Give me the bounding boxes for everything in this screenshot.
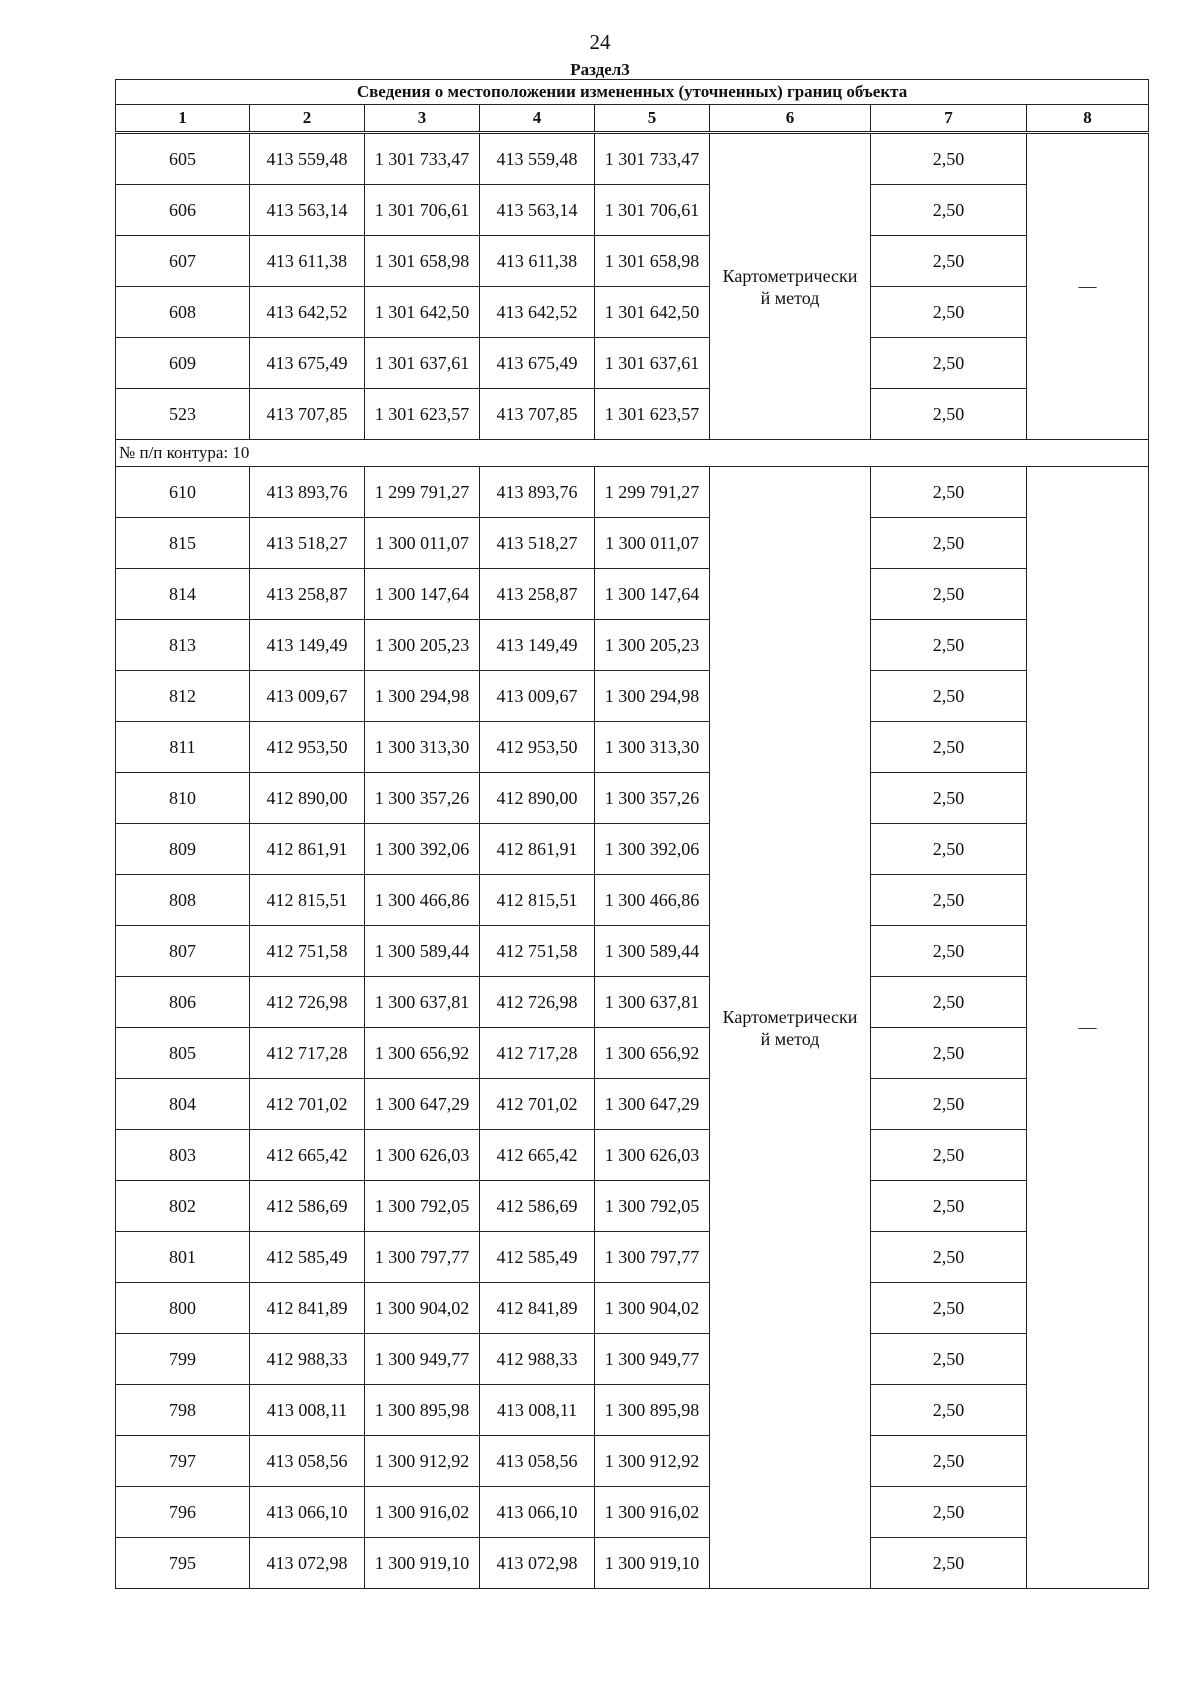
accuracy: 2,50 [871, 1385, 1027, 1436]
table-row [116, 338, 1149, 389]
x-new: 412 953,50 [480, 722, 595, 773]
y-new: 1 301 623,57 [595, 389, 710, 440]
x-existing: 413 675,49 [250, 338, 365, 389]
x-new: 413 072,98 [480, 1538, 595, 1589]
y-new: 1 300 912,92 [595, 1436, 710, 1487]
table-row [116, 389, 1149, 440]
table-row [116, 569, 1149, 620]
accuracy: 2,50 [871, 236, 1027, 287]
y-existing: 1 300 647,29 [365, 1079, 480, 1130]
accuracy: 2,50 [871, 338, 1027, 389]
x-existing: 413 642,52 [250, 287, 365, 338]
x-existing: 412 586,69 [250, 1181, 365, 1232]
y-new: 1 300 919,10 [595, 1538, 710, 1589]
x-existing: 412 861,91 [250, 824, 365, 875]
point-number: 523 [116, 389, 250, 440]
table-row [116, 620, 1149, 671]
table-row [116, 1283, 1149, 1334]
x-existing: 412 701,02 [250, 1079, 365, 1130]
accuracy: 2,50 [871, 133, 1027, 185]
table-row [116, 185, 1149, 236]
accuracy: 2,50 [871, 977, 1027, 1028]
y-new: 1 300 904,02 [595, 1283, 710, 1334]
table-row [116, 1130, 1149, 1181]
y-existing: 1 300 656,92 [365, 1028, 480, 1079]
accuracy: 2,50 [871, 722, 1027, 773]
y-new: 1 301 733,47 [595, 133, 710, 185]
y-existing: 1 300 792,05 [365, 1181, 480, 1232]
point-number: 607 [116, 236, 250, 287]
table-row [116, 773, 1149, 824]
x-existing: 412 751,58 [250, 926, 365, 977]
y-new: 1 300 147,64 [595, 569, 710, 620]
y-existing: 1 301 642,50 [365, 287, 480, 338]
y-existing: 1 301 658,98 [365, 236, 480, 287]
table-row [116, 1538, 1149, 1589]
column-header-7: 7 [871, 105, 1027, 133]
x-existing: 413 611,38 [250, 236, 365, 287]
x-existing: 413 518,27 [250, 518, 365, 569]
table-row [116, 671, 1149, 722]
y-new: 1 300 392,06 [595, 824, 710, 875]
y-new: 1 300 205,23 [595, 620, 710, 671]
accuracy: 2,50 [871, 389, 1027, 440]
y-new: 1 301 658,98 [595, 236, 710, 287]
y-new: 1 300 313,30 [595, 722, 710, 773]
y-new: 1 300 466,86 [595, 875, 710, 926]
x-existing: 413 258,87 [250, 569, 365, 620]
x-existing: 413 707,85 [250, 389, 365, 440]
y-existing: 1 300 205,23 [365, 620, 480, 671]
y-existing: 1 301 637,61 [365, 338, 480, 389]
accuracy: 2,50 [871, 185, 1027, 236]
table-row [116, 1232, 1149, 1283]
x-new: 412 665,42 [480, 1130, 595, 1181]
table-row [116, 977, 1149, 1028]
x-new: 413 149,49 [480, 620, 595, 671]
accuracy: 2,50 [871, 1232, 1027, 1283]
x-existing: 413 072,98 [250, 1538, 365, 1589]
x-existing: 413 008,11 [250, 1385, 365, 1436]
table-row [116, 1181, 1149, 1232]
x-new: 413 008,11 [480, 1385, 595, 1436]
x-existing: 412 988,33 [250, 1334, 365, 1385]
point-number: 799 [116, 1334, 250, 1385]
y-existing: 1 300 626,03 [365, 1130, 480, 1181]
y-new: 1 300 589,44 [595, 926, 710, 977]
x-new: 413 563,14 [480, 185, 595, 236]
point-number: 609 [116, 338, 250, 389]
method-text-line2: й метод [760, 287, 820, 308]
x-existing: 412 726,98 [250, 977, 365, 1028]
table-row [116, 236, 1149, 287]
y-existing: 1 301 706,61 [365, 185, 480, 236]
y-existing: 1 300 904,02 [365, 1283, 480, 1334]
y-existing: 1 301 623,57 [365, 389, 480, 440]
accuracy: 2,50 [871, 518, 1027, 569]
column-header-8: 8 [1027, 105, 1149, 133]
table-row [116, 824, 1149, 875]
x-new: 413 611,38 [480, 236, 595, 287]
table-row [116, 1487, 1149, 1538]
point-number: 605 [116, 133, 250, 185]
x-new: 412 890,00 [480, 773, 595, 824]
y-existing: 1 300 294,98 [365, 671, 480, 722]
table-row [116, 1079, 1149, 1130]
accuracy: 2,50 [871, 1538, 1027, 1589]
point-number: 805 [116, 1028, 250, 1079]
accuracy: 2,50 [871, 1028, 1027, 1079]
x-new: 412 726,98 [480, 977, 595, 1028]
accuracy: 2,50 [871, 569, 1027, 620]
y-new: 1 300 792,05 [595, 1181, 710, 1232]
table-row [116, 133, 1149, 185]
point-number: 807 [116, 926, 250, 977]
point-number: 797 [116, 1436, 250, 1487]
accuracy: 2,50 [871, 875, 1027, 926]
method-text-line2: й метод [760, 1028, 820, 1049]
point-number: 610 [116, 467, 250, 518]
accuracy: 2,50 [871, 824, 1027, 875]
y-existing: 1 300 797,77 [365, 1232, 480, 1283]
table-body [116, 133, 1149, 1589]
column-header-3: 3 [365, 105, 480, 133]
x-new: 412 841,89 [480, 1283, 595, 1334]
method-text-line1: Картометрически [722, 1006, 858, 1027]
x-existing: 413 893,76 [250, 467, 365, 518]
section-label: Раздел3 [570, 60, 630, 79]
x-existing: 413 563,14 [250, 185, 365, 236]
x-existing: 413 009,67 [250, 671, 365, 722]
x-new: 413 642,52 [480, 287, 595, 338]
y-new: 1 300 647,29 [595, 1079, 710, 1130]
x-new: 413 066,10 [480, 1487, 595, 1538]
table-row [116, 1385, 1149, 1436]
accuracy: 2,50 [871, 620, 1027, 671]
x-new: 412 585,49 [480, 1232, 595, 1283]
y-new: 1 301 642,50 [595, 287, 710, 338]
contour-row [116, 440, 1149, 467]
point-number: 808 [116, 875, 250, 926]
point-number: 813 [116, 620, 250, 671]
y-existing: 1 300 589,44 [365, 926, 480, 977]
x-new: 413 675,49 [480, 338, 595, 389]
x-new: 413 258,87 [480, 569, 595, 620]
x-new: 412 861,91 [480, 824, 595, 875]
x-existing: 412 585,49 [250, 1232, 365, 1283]
accuracy: 2,50 [871, 926, 1027, 977]
point-number: 811 [116, 722, 250, 773]
column-header-6: 6 [710, 105, 871, 133]
y-existing: 1 300 895,98 [365, 1385, 480, 1436]
y-existing: 1 300 912,92 [365, 1436, 480, 1487]
accuracy: 2,50 [871, 1079, 1027, 1130]
accuracy: 2,50 [871, 1181, 1027, 1232]
accuracy: 2,50 [871, 1283, 1027, 1334]
point-number: 812 [116, 671, 250, 722]
table-row [116, 926, 1149, 977]
point-number: 804 [116, 1079, 250, 1130]
y-new: 1 301 637,61 [595, 338, 710, 389]
x-new: 412 717,28 [480, 1028, 595, 1079]
accuracy: 2,50 [871, 671, 1027, 722]
y-new: 1 300 357,26 [595, 773, 710, 824]
table-row [116, 1028, 1149, 1079]
x-new: 413 518,27 [480, 518, 595, 569]
point-number: 803 [116, 1130, 250, 1181]
page-number: 24 [589, 30, 611, 54]
column8-cell: — [1027, 133, 1149, 440]
x-new: 412 988,33 [480, 1334, 595, 1385]
contour-label: № п/п контура: 10 [116, 440, 1149, 467]
table-row [116, 1436, 1149, 1487]
y-existing: 1 301 733,47 [365, 133, 480, 185]
y-new: 1 300 626,03 [595, 1130, 710, 1181]
y-new: 1 300 949,77 [595, 1334, 710, 1385]
x-existing: 412 815,51 [250, 875, 365, 926]
y-existing: 1 300 466,86 [365, 875, 480, 926]
x-existing: 412 717,28 [250, 1028, 365, 1079]
y-new: 1 300 895,98 [595, 1385, 710, 1436]
y-new: 1 300 916,02 [595, 1487, 710, 1538]
method-cell [710, 467, 871, 1589]
table-row [116, 1334, 1149, 1385]
x-existing: 412 953,50 [250, 722, 365, 773]
x-new: 412 701,02 [480, 1079, 595, 1130]
x-new: 412 751,58 [480, 926, 595, 977]
accuracy: 2,50 [871, 773, 1027, 824]
y-new: 1 299 791,27 [595, 467, 710, 518]
x-existing: 413 149,49 [250, 620, 365, 671]
x-existing: 413 559,48 [250, 133, 365, 185]
x-new: 413 559,48 [480, 133, 595, 185]
point-number: 800 [116, 1283, 250, 1334]
y-existing: 1 299 791,27 [365, 467, 480, 518]
y-new: 1 300 011,07 [595, 518, 710, 569]
y-existing: 1 300 357,26 [365, 773, 480, 824]
x-existing: 412 665,42 [250, 1130, 365, 1181]
x-existing: 413 066,10 [250, 1487, 365, 1538]
column-header-1: 1 [116, 105, 250, 133]
column-header-row [116, 105, 1149, 133]
y-new: 1 300 797,77 [595, 1232, 710, 1283]
method-cell [710, 133, 871, 440]
y-new: 1 300 637,81 [595, 977, 710, 1028]
x-existing: 413 058,56 [250, 1436, 365, 1487]
point-number: 814 [116, 569, 250, 620]
method-text-line1: Картометрически [722, 265, 858, 286]
point-number: 806 [116, 977, 250, 1028]
x-new: 412 586,69 [480, 1181, 595, 1232]
accuracy: 2,50 [871, 287, 1027, 338]
point-number: 795 [116, 1538, 250, 1589]
accuracy: 2,50 [871, 1130, 1027, 1181]
x-new: 413 893,76 [480, 467, 595, 518]
y-new: 1 300 656,92 [595, 1028, 710, 1079]
x-existing: 412 841,89 [250, 1283, 365, 1334]
y-existing: 1 300 949,77 [365, 1334, 480, 1385]
table-row [116, 875, 1149, 926]
accuracy: 2,50 [871, 1487, 1027, 1538]
y-existing: 1 300 919,10 [365, 1538, 480, 1589]
point-number: 802 [116, 1181, 250, 1232]
x-existing: 412 890,00 [250, 773, 365, 824]
point-number: 810 [116, 773, 250, 824]
column-header-2: 2 [250, 105, 365, 133]
column-header-5: 5 [595, 105, 710, 133]
y-existing: 1 300 147,64 [365, 569, 480, 620]
y-existing: 1 300 392,06 [365, 824, 480, 875]
table-title: Сведения о местоположении измененных (уточненных) границ объекта [116, 80, 1149, 105]
x-new: 413 058,56 [480, 1436, 595, 1487]
x-new: 412 815,51 [480, 875, 595, 926]
column-header-4: 4 [480, 105, 595, 133]
point-number: 815 [116, 518, 250, 569]
y-existing: 1 300 916,02 [365, 1487, 480, 1538]
point-number: 796 [116, 1487, 250, 1538]
y-new: 1 300 294,98 [595, 671, 710, 722]
y-existing: 1 300 637,81 [365, 977, 480, 1028]
x-new: 413 009,67 [480, 671, 595, 722]
table-row [116, 722, 1149, 773]
accuracy: 2,50 [871, 1334, 1027, 1385]
y-new: 1 301 706,61 [595, 185, 710, 236]
point-number: 801 [116, 1232, 250, 1283]
table-row [116, 467, 1149, 518]
boundary-table [115, 79, 1149, 1589]
x-new: 413 707,85 [480, 389, 595, 440]
y-existing: 1 300 011,07 [365, 518, 480, 569]
accuracy: 2,50 [871, 1436, 1027, 1487]
point-number: 608 [116, 287, 250, 338]
point-number: 606 [116, 185, 250, 236]
table-row [116, 518, 1149, 569]
accuracy: 2,50 [871, 467, 1027, 518]
table-row [116, 287, 1149, 338]
y-existing: 1 300 313,30 [365, 722, 480, 773]
point-number: 809 [116, 824, 250, 875]
point-number: 798 [116, 1385, 250, 1436]
column8-cell: — [1027, 467, 1149, 1589]
